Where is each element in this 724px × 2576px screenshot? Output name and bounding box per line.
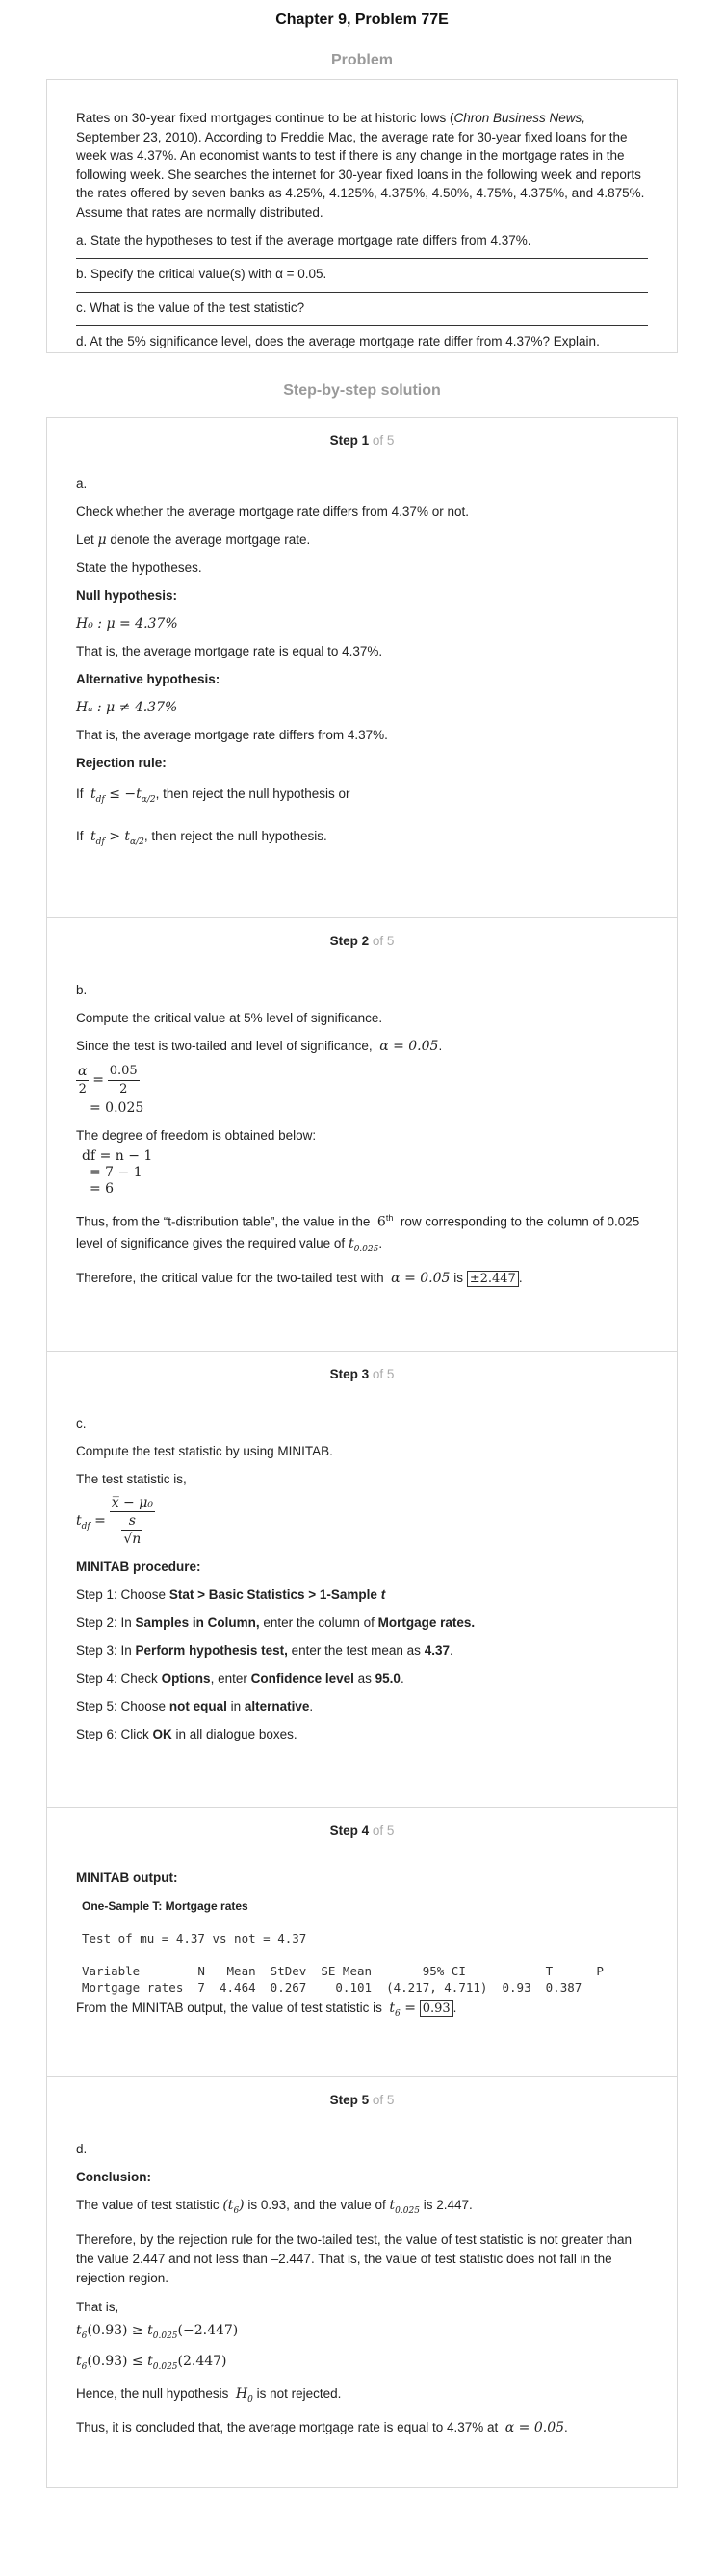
procedure-step-6: [76, 1726, 648, 1743]
problem-text-2: September 23, 2010). According to Freddie Mac, the average rate for 30-year fixed loans for the week was 4.37%. An economist wants to test if there is any change in the mortgage rates in the following week. She searches the internet for 30-year fixed loans in the following week and reports the rates offered by seven banks as 4.25%, 4.125%, 4.375%, 4.50%, 4.75%, 4.375%, and 4.875%. Assume that rates are normally distributed.: [76, 129, 645, 219]
step-1-l2a: Let: [76, 532, 98, 547]
p6c: in all dialogue boxes.: [171, 1727, 297, 1741]
problem-text-1: Rates on 30-year fixed mortgages continue to be at historic lows (: [76, 111, 454, 125]
rule-1-if: If: [76, 786, 84, 801]
step-2-line-4: Thus, from the “t-distribution table”, the value in the 6th row corresponding to the column of 0.025 level of significance gives the required value of $t_{0.025}$.: [76, 1213, 640, 1254]
alpha-value-3: α = 0.05: [504, 2420, 565, 2436]
step-4: [47, 1808, 677, 2077]
question-b: b. Specify the critical value(s) with α = 0.05.: [76, 259, 648, 293]
df-line-2: = 7 − 1: [90, 1165, 142, 1180]
conclusion-heading: Conclusion:: [76, 2170, 151, 2184]
question-a: a. State the hypotheses to test if the average mortgage rate differs from 4.37%.: [76, 225, 648, 259]
part-d-label: d.: [76, 2142, 88, 2156]
alpha-value: α = 0.05: [379, 1039, 439, 1054]
formula-denominator: [110, 1512, 155, 1548]
part-b-label: b.: [76, 983, 88, 997]
step-5-of: of 5: [372, 2093, 395, 2107]
s-over-root-n: [121, 1512, 142, 1548]
p4a: Step 4: Check: [76, 1671, 162, 1686]
part-c-label: c.: [76, 1416, 87, 1430]
rule-1-text: , then reject the null hypothesis or: [155, 786, 350, 801]
ineq2-right: (2.447): [177, 2353, 227, 2369]
p1a: Step 1: Choose: [76, 1587, 169, 1602]
p4f: 95.0: [375, 1671, 401, 1686]
row-sup: th: [385, 1213, 394, 1223]
procedure-step-4: Step 4: Check Options, enter Confidence level as 95.0.: [76, 1671, 404, 1686]
step-1-line-1: Check whether the average mortgage rate differs from 4.37% or not.: [76, 504, 469, 519]
frac-num-alpha: α: [78, 1064, 88, 1079]
procedure-step-1: [76, 1586, 648, 1604]
step-3-label: Step 3: [329, 1367, 370, 1381]
step-2-l5b: is: [453, 1271, 463, 1286]
p2b: Samples in Column,: [135, 1615, 260, 1630]
step-5-line-4: Hence, the null hypothesis $H_0$ is not rejected.: [76, 2386, 342, 2406]
df-line-1: df = n − 1: [82, 1148, 153, 1164]
step-3-heading: [76, 1352, 648, 1390]
point05-over-2: [108, 1063, 140, 1098]
p2a: Step 2: In: [76, 1615, 136, 1630]
output-title: One-Sample T: Mortgage rates: [82, 1899, 248, 1913]
ineq1-right: (−2.447): [177, 2322, 239, 2338]
solution-heading: Step-by-step solution: [283, 382, 441, 399]
p6b: OK: [152, 1727, 172, 1741]
output-columns: Variable N Mean StDev SE Mean 95% CI T P: [82, 1964, 604, 1978]
problem-text: [76, 109, 648, 221]
step-1-heading: [76, 418, 648, 456]
step-4-l1: From the MINITAB output, the value of test statistic is: [76, 2000, 382, 2015]
alpha-half-calc: $\frac{\alpha}{2}$ = $\frac{0.05}{2}$ = 0.025: [76, 1063, 648, 1117]
frac-num-005: 0.05: [108, 1063, 140, 1081]
step-3-line-2: The test statistic is,: [76, 1472, 187, 1486]
output-row: Mortgage rates 7 4.464 0.267 0.101 (4.217, 4.711) 0.93 0.387: [82, 1980, 582, 1995]
alt-hypothesis-equation: Hₐ : μ ≠ 4.37%: [76, 700, 178, 715]
frac-den-2: 2: [78, 1082, 87, 1096]
step-2-line-1: Compute the critical value at 5% level of significance.: [76, 1011, 383, 1025]
alpha-value-2: α = 0.05: [391, 1271, 451, 1287]
p2d: Mortgage rates.: [377, 1615, 476, 1630]
rule-2-if: If: [76, 828, 84, 843]
formula-numerator: x̅ − μ₀: [111, 1495, 153, 1510]
ineq1-left: (0.93) ≥: [87, 2322, 148, 2338]
step-3-line-1: Compute the test statistic by using MINITAB.: [76, 1444, 333, 1458]
rule-2-text: , then reject the null hypothesis.: [143, 828, 327, 843]
null-hypothesis-heading: Null hypothesis:: [76, 588, 178, 603]
p5d: alternative: [244, 1699, 310, 1713]
output-test-line: Test of mu = 4.37 vs not = 4.37: [82, 1931, 307, 1945]
minitab-output-heading: MINITAB output:: [76, 1870, 178, 1885]
rejection-rule-heading: Rejection rule:: [76, 756, 167, 770]
step-2-l2: Since the test is two-tailed and level of significance,: [76, 1039, 373, 1053]
mu-symbol: μ: [97, 532, 107, 548]
inequality-2: $t_6(0.93) \le t_{0.025}(2.447)$: [76, 2353, 227, 2372]
p6a: Step 6: Click: [76, 1727, 153, 1741]
p2c: enter the column of: [259, 1615, 378, 1630]
step-5-line-5: Thus, it is concluded that, the average mortgage rate is equal to 4.37% at α = 0.05.: [76, 2420, 568, 2436]
step-1: [47, 418, 677, 918]
step-2-l4c: row corresponding to the column of 0.025 level of significance gives the required value of: [76, 1214, 640, 1250]
page-title: Chapter 9, Problem 77E: [275, 12, 449, 28]
alt-hypothesis-text: That is, the average mortgage rate differs from 4.37%.: [76, 728, 388, 742]
procedure-step-2: [76, 1614, 648, 1632]
p4d: Confidence level: [250, 1671, 354, 1686]
p4c: , enter: [210, 1671, 251, 1686]
formula-s: s: [121, 1512, 142, 1531]
test-statistic-box: 0.93: [420, 2000, 453, 2017]
row-six: 6: [376, 1214, 386, 1230]
solution-box: [46, 417, 678, 2488]
step-1-l2c: denote the average mortgage rate.: [106, 532, 311, 547]
step-1-line-2: [76, 531, 648, 549]
step-3: [47, 1352, 677, 1808]
step-5-l1c: is 2.447.: [423, 2198, 473, 2212]
question-c: c. What is the value of the test statistic?: [76, 293, 648, 326]
step-2: [47, 918, 677, 1352]
p3c: enter the test mean as: [287, 1643, 425, 1658]
step-5-l1a: The value of test statistic: [76, 2198, 220, 2212]
critical-value-box: ±2.447: [467, 1271, 519, 1287]
step-5-l4a: Hence, the null hypothesis: [76, 2386, 229, 2402]
df-line-3: = 6: [90, 1181, 115, 1197]
step-2-l4a: Thus, from the “t-distribution table”, the value in the: [76, 1214, 371, 1229]
step-1-of: of 5: [372, 433, 395, 448]
step-4-line-1: From the MINITAB output, the value of test statistic is $t_6 = 0.93$ .: [76, 2000, 457, 2019]
question-d: d. At the 5% significance level, does the average mortgage rate differ from 4.37%? Explain.: [76, 334, 600, 348]
rule-2-mid: >: [104, 828, 125, 844]
step-5-line-1: The value of test statistic $(t_6)$ is 0.93, and the value of $t_{0.025}$ is 2.447.: [76, 2198, 473, 2216]
step-5-l4b: is not rejected.: [256, 2386, 342, 2402]
procedure-step-5: Step 5: Choose not equal in alternative.: [76, 1699, 314, 1713]
p3a: Step 3: In: [76, 1643, 136, 1658]
step-4-label: Step 4: [329, 1823, 370, 1838]
step-2-line-2: Since the test is two-tailed and level of significance, α = 0.05.: [76, 1039, 443, 1054]
rejection-rule-1: If $t_{df} \le -t_{\alpha/2}$, then reject the null hypothesis or: [76, 786, 350, 805]
ineq2-left: (0.93) ≤: [87, 2353, 148, 2369]
step-2-heading: [76, 918, 648, 957]
formula-root-n: √n: [123, 1532, 142, 1547]
problem-box: [46, 79, 678, 353]
step-5-label: Step 5: [329, 2093, 370, 2107]
p3d: 4.37: [424, 1643, 450, 1658]
part-a-label: a.: [76, 477, 88, 491]
p1c: t: [380, 1587, 386, 1602]
step-5: [47, 2077, 677, 2487]
rule-1-mid: ≤ −: [104, 786, 137, 802]
step-2-line-5: Therefore, the critical value for the two-tailed test with α = 0.05 is ±2.447 .: [76, 1271, 523, 1287]
p4e: as: [353, 1671, 375, 1686]
step-3-of: of 5: [372, 1367, 395, 1381]
p5c: in: [226, 1699, 245, 1713]
procedure-step-3: Step 3: In Perform hypothesis test, enter the test mean as 4.37.: [76, 1643, 453, 1658]
step-2-label: Step 2: [329, 934, 370, 948]
step-2-of: of 5: [372, 934, 395, 948]
step-5-l5a: Thus, it is concluded that, the average mortgage rate is equal to 4.37% at: [76, 2420, 499, 2435]
step-4-heading: [76, 1808, 648, 1846]
test-statistic-formula: $t_{df}$ = $\frac{\text{x̅ − μ₀}}{\frac{s}{√n}}$: [76, 1495, 153, 1547]
formula-fraction: [110, 1494, 155, 1548]
null-hypothesis-text: That is, the average mortgage rate is equal to 4.37%.: [76, 644, 383, 658]
step-5-line-3: That is,: [76, 2299, 119, 2314]
step-2-line-3: The degree of freedom is obtained below:: [76, 1128, 317, 1143]
p5a: Step 5: Choose: [76, 1699, 169, 1713]
p3b: Perform hypothesis test,: [135, 1643, 288, 1658]
p4b: Options: [161, 1671, 211, 1686]
p5b: not equal: [168, 1699, 227, 1713]
step-1-line-3: State the hypotheses.: [76, 560, 202, 575]
alpha-half-result: = 0.025: [90, 1100, 144, 1116]
minitab-procedure-heading: MINITAB procedure:: [76, 1559, 201, 1574]
step-5-line-2: Therefore, by the rejection rule for the two-tailed test, the value of test statistic is not greater than the value 2.447 and not less than –2.447. That is, the value of test statistic does not fall in the rejection region.: [76, 2231, 633, 2285]
p1b: Stat > Basic Statistics > 1-Sample: [168, 1587, 381, 1602]
null-hypothesis-equation: H₀ : μ = 4.37%: [76, 616, 178, 631]
frac-den-2b: 2: [119, 1082, 128, 1096]
inequality-1: $t_6(0.93) \ge t_{0.025}(-2.447)$: [76, 2322, 239, 2341]
step-1-label: Step 1: [329, 433, 370, 448]
step-2-l5a: Therefore, the critical value for the two-tailed test with: [76, 1271, 384, 1286]
problem-source: Chron Business News,: [453, 111, 586, 125]
t-subscript: 0.025: [353, 1244, 379, 1254]
alt-hypothesis-heading: Alternative hypothesis:: [76, 672, 220, 686]
alpha-over-2: [76, 1063, 89, 1098]
rejection-rule-2: If $t_{df} > t_{\alpha/2}$, then reject the null hypothesis.: [76, 828, 327, 847]
step-5-l1b: is 0.93, and the value of: [247, 2198, 386, 2212]
step-4-of: of 5: [372, 1823, 395, 1838]
step-5-heading: [76, 2077, 648, 2116]
problem-heading: Problem: [330, 52, 393, 68]
